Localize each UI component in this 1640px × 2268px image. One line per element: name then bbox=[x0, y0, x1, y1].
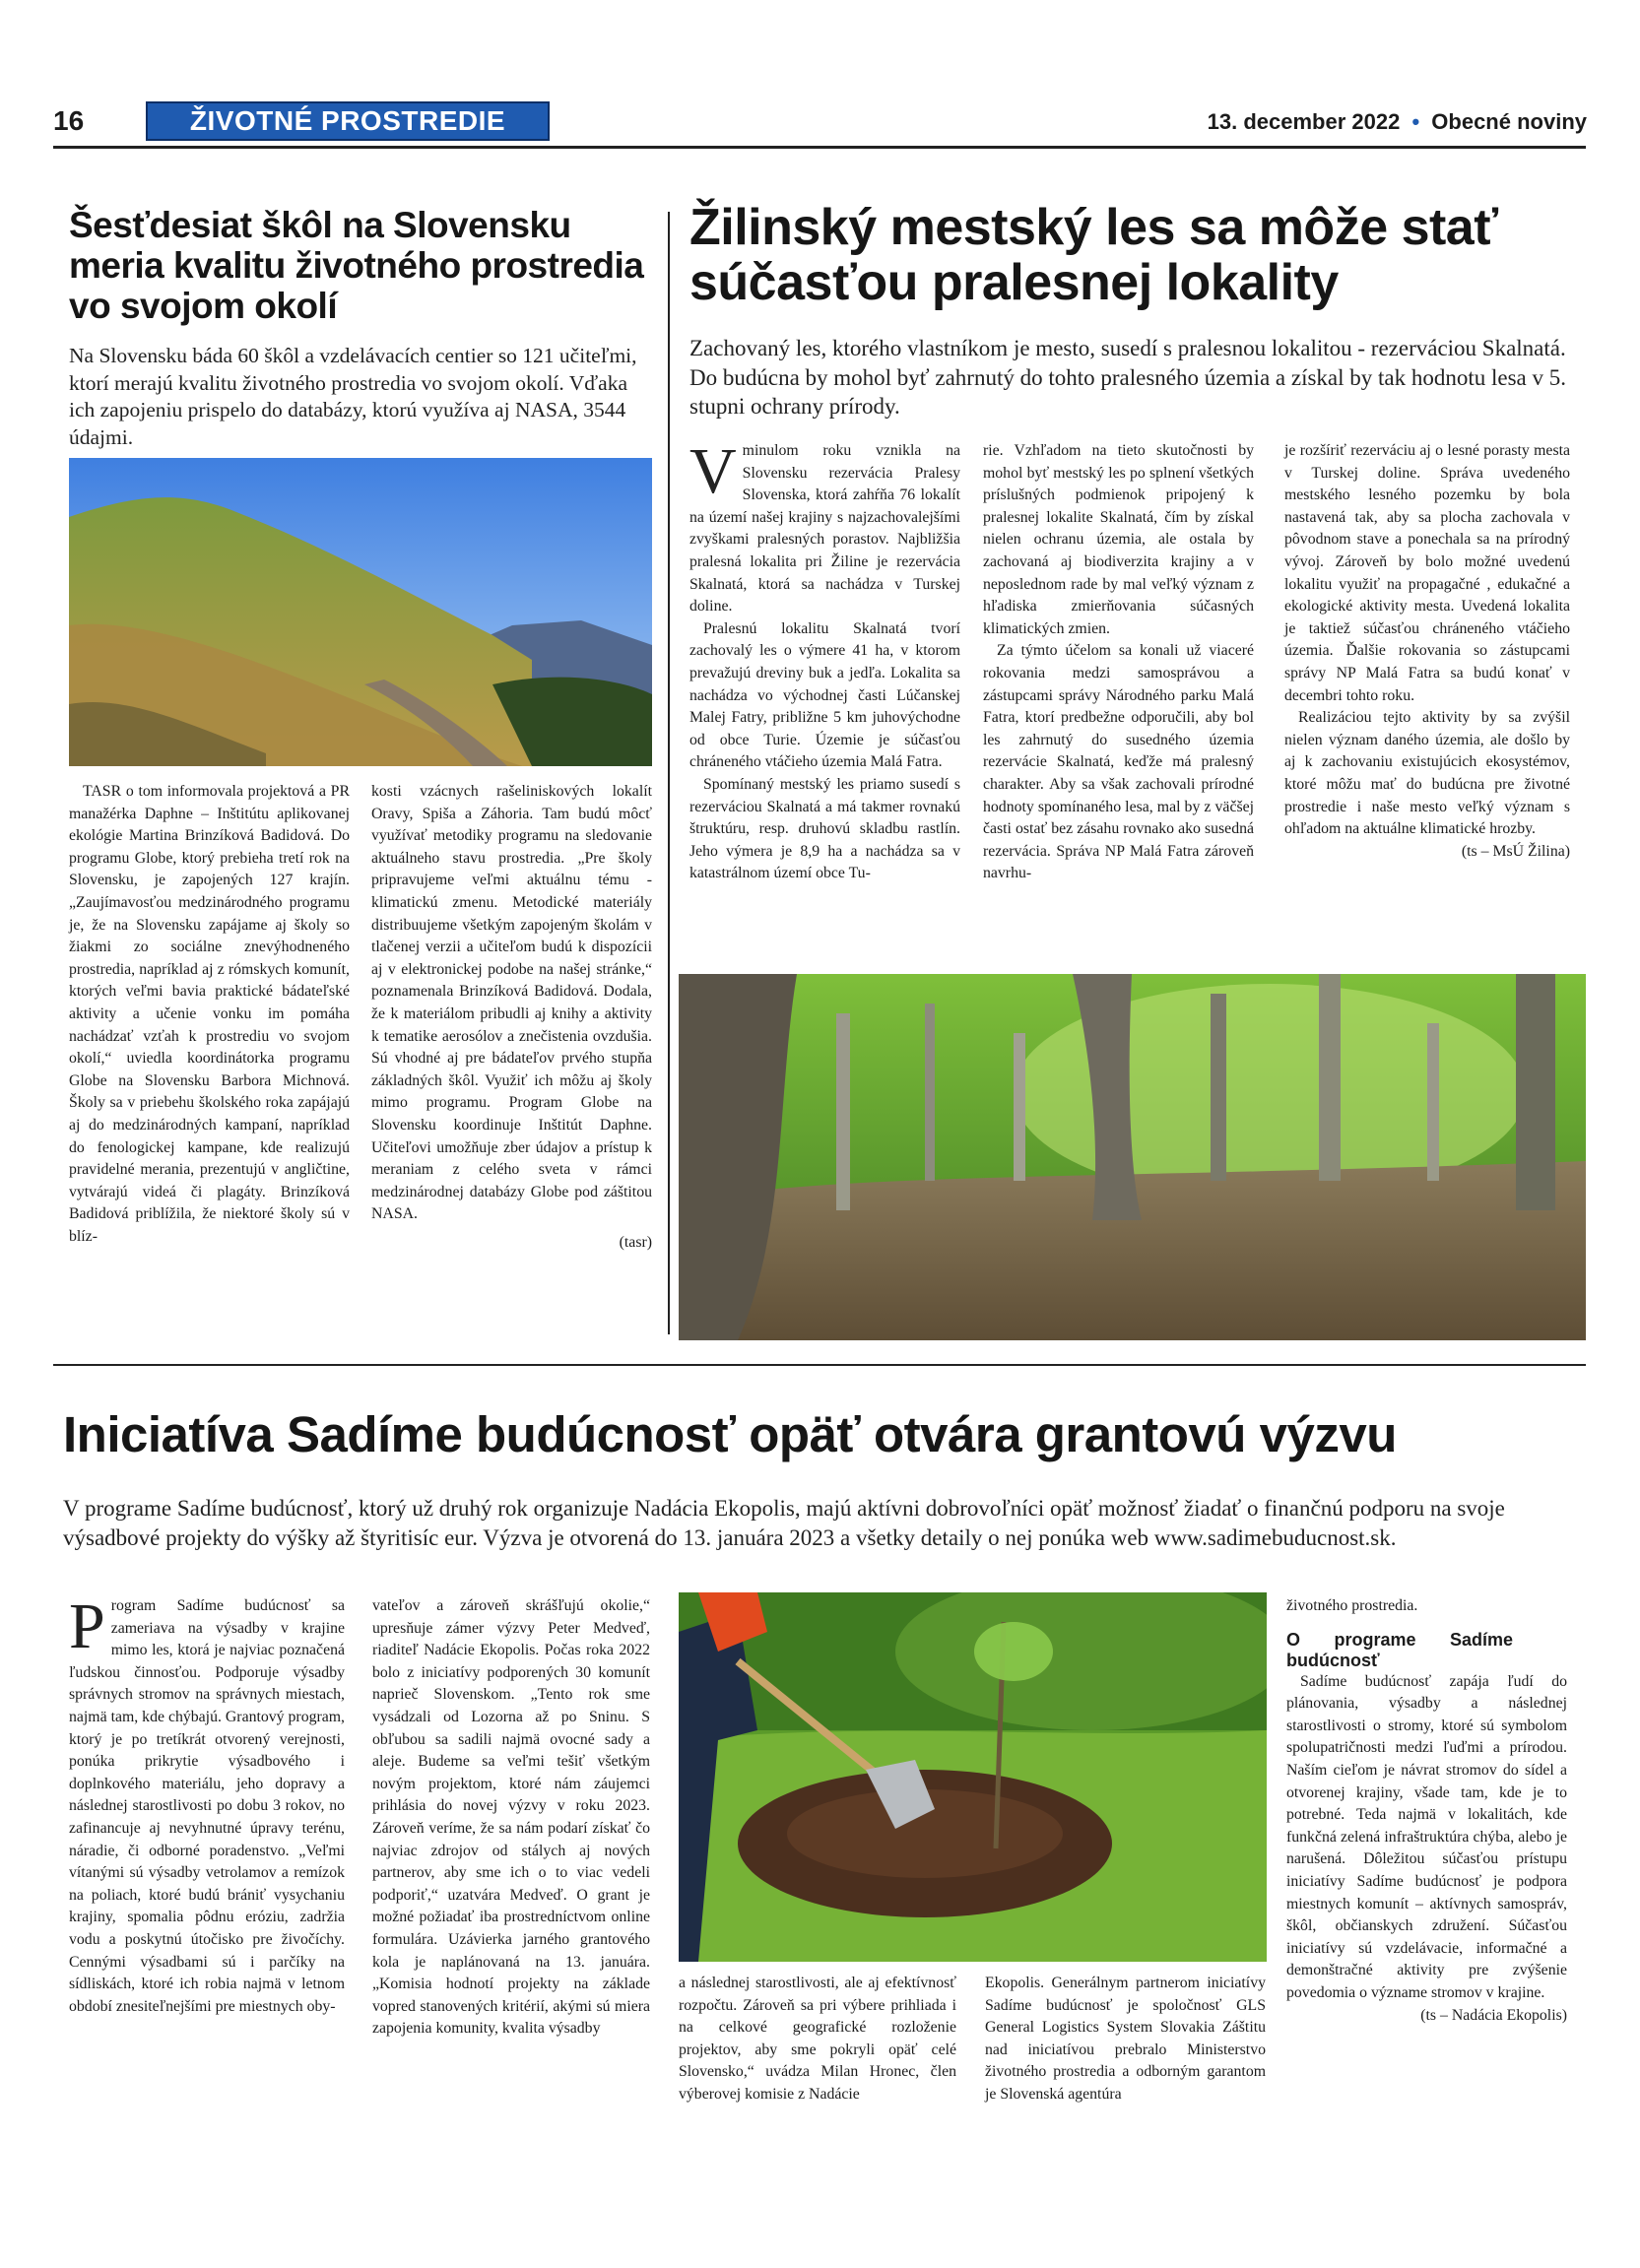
section-label: ŽIVOTNÉ PROSTREDIE bbox=[148, 103, 548, 139]
article3-col3-text: a následnej starostlivosti, ale aj efektívnosť rozpočtu. Zároveň sa pri výbere prihliada i na celkové geografické rozloženie projektov, aby sme pokryli opäť celé Slovensko,“ uvádza Milan Hronec, člen výberovej komisie z Nadácie bbox=[679, 1975, 956, 2103]
section-divider bbox=[53, 1364, 1586, 1366]
article1-lead: Na Slovensku báda 60 škôl a vzdelávacích centier so 121 učiteľmi, ktorí merajú kvalitu životného prostredia vo svojom okolí. Vďaka ich zapojeniu prispelo do databázy, ktorú využíva aj NASA, 3544 údajmi. bbox=[69, 344, 637, 449]
article2-col3 bbox=[1284, 440, 1570, 863]
article3-col5 bbox=[1286, 1595, 1567, 2027]
article3-col4 bbox=[985, 1973, 1266, 2106]
article2-signature: (ts – MsÚ Žilina) bbox=[1461, 842, 1570, 860]
article2-col1-p1: minulom roku vznikla na Slovensku rezervácia Pralesy Slovenska, ktorá zahŕňa 76 lokalít na území našej krajiny s najzachovalejšími zvyškami pralesných porastov. Najbližšia pralesná lokalita pri Žiline je rezervácia Skalnatá, ktorá sa nachádza v Turskej doline. bbox=[689, 442, 960, 616]
article2-col2-p1: rie. Vzhľadom na tieto skutočnosti by mohol byť mestský les po splnení všetkých príslušných podmienok pripojený k pralesnej lokalite Skalnatá, čím by získal nielen ochranu územia, ale ostala by zachovaná aj biodiverzita krajiny a v neposlednom rade by mal veľký význam z hľadiska zmierňovania súčasných klimatických zmien. bbox=[983, 442, 1254, 637]
article1-title: Šesťdesiat škôl na Slovensku meria kvalitu životného prostredia vo svojom okolí bbox=[69, 205, 644, 326]
article2-col2 bbox=[983, 440, 1254, 885]
article3-col5-top: životného prostredia. bbox=[1286, 1597, 1418, 1614]
article3-col3 bbox=[679, 1973, 956, 2106]
tree-planting-photo bbox=[679, 1592, 1267, 1962]
article1-col2-text: kosti vzácnych rašeliniskových lokalít Oravy, Spiša a Záhoria. Tam budú môcť využívať metodiky programu na sledovanie aktuálneho stavu prostredia. „Pre školy pripravujeme veľmi aktuálnu tému - klimatickú zmenu. Metodické materiály distribuujeme všetkým zapojeným školám v tlačenej verzii a učiteľom budú k dispozícii aj v elektronickej podobe na našej stránke,“ poznamenala Brinzíková Badidová. Dodala, že k materiálom pribudli aj knihy a aktivity k tematike aerosólov a znečistenia ovzdušia. Sú vhodné aj pre bádateľov prvého stupňa základných škôl. Využiť ich môžu aj školy mimo programu. Program Globe na Slovensku koordinuje Inštitút Daphne. Učiteľovi umožňuje zber údajov a prístup k meraniam z celého sveta v rámci medzinárodnej databázy Globe pod záštitou NASA. bbox=[371, 783, 652, 1223]
article3-col1-text: rogram Sadíme budúcnosť sa zameriava na výsadby v krajine mimo les, ktorá je najviac poznačená ľudskou činnosťou. Podporuje výsadby správnych stromov na správnych miestach, najmä tam, kde chýbajú. Grantový program, ktorý je po tretíkrát otvorený verejnosti, ponúka prikrytie výsadbového i doplnkového materiálu, jeho dopravy a následnej starostlivosti po dobu 3 rokov, no zafinancuje aj nevyhnutné úpravy terénu, náradie, či odborné poradenstvo. „Veľmi vítanými sú výsadby vetrolamov a remízok na poliach, ktoré budú brániť vysychaniu krajiny, spomalia pôdnu eróziu, zadržia vodu a poskytnú útočisko pre živočíchy. Cennými výsadbami sú i parčíky na sídliskách, ktoré ich robia najmä v letnom období znesiteľnejšími pre miestnych oby- bbox=[69, 1597, 345, 2015]
forest-photo bbox=[679, 974, 1586, 1340]
article3-lead: V programe Sadíme budúcnosť, ktorý už druhý rok organizuje Nadácia Ekopolis, majú aktívni dobrovoľníci opäť možnosť žiadať o finančnú podporu na svoje výsadbové projekty do výšky až štyritisíc eur. Výzva je otvorená do 13. januára 2023 a všetky detaily o nej ponúka web www.sadimebuducnost.sk. bbox=[63, 1496, 1505, 1550]
article3-col5-text: Sadíme budúcnosť zapája ľudí do plánovania, výsadby a následnej starostlivosti o stromy, ktoré sú symbolom spolupatričnosti medzi ľuďmi a prírodou. Naším cieľom je návrat stromov do sídel a otvorenej krajiny, všade tam, kde je to potrebné. Teda najmä v lokalitách, kde funkčná zelená infraštruktúra chýba, alebo je narušená. Dôležitou súčasťou prístupu iniciatívy Sadíme budúcnosť je podpora miestnych komunít – aktívnych samospráv, škôl, občianskych združení. Súčasťou iniciatívy sú vzdelávacie, informačné a demonštračné aktivity pre zvýšenie povedomia o význame stromov v krajine. bbox=[1286, 1672, 1567, 2001]
separator-dot: • bbox=[1411, 109, 1420, 134]
article3-dropcap: P bbox=[69, 1590, 105, 1662]
article3-title: Iniciatíva Sadíme budúcnosť opäť otvára grantovú výzvu bbox=[63, 1406, 1397, 1462]
article1-col1 bbox=[69, 781, 350, 1248]
article3-col4-text: Ekopolis. Generálnym partnerom iniciatívy Sadíme budúcnosť je spoločnosť GLS General Logistics System Slovakia Záštitu nad iniciatívou prebralo Ministerstvo životného prostredia a odborným garantom je Slovenská agentúra bbox=[985, 1975, 1266, 2103]
article3-signature: (ts – Nadácia Ekopolis) bbox=[1420, 2006, 1567, 2024]
article1-col2 bbox=[371, 781, 652, 1254]
article2-dropcap: V bbox=[689, 435, 737, 507]
column-separator bbox=[668, 212, 670, 1334]
article2-col1-p2: Pralesnú lokalitu Skalnatá tvorí zachovalý les o výmere 41 ha, v ktorom prevažujú dreviny buk a jedľa. Lokalita sa nachádza vo východnej časti Lúčanskej Malej Fatry, približne 5 km juhovýchodne od obce Turie. Územie je súčasťou chráneného vtáčieho územia Malá Fatra. bbox=[689, 619, 960, 771]
page-number: 16 bbox=[53, 105, 85, 136]
article2-col1-p3: Spomínaný mestský les priamo susedí s rezerváciou Skalnatá a má takmer rovnakú štruktúru, resp. druhovú skladbu rastlín. Jeho výmera je 8,9 ha a nachádza sa v katastrálnom území obce Tu- bbox=[689, 775, 960, 882]
article2-lead: Zachovaný les, ktorého vlastníkom je mesto, susedí s pralesnou lokalitou - rezerváciou Skalnatá. Do budúcna by mohol byť zahrnutý do tohto pralesného územia a získal by tak hodnotu lesa v 5. stupni ochrany prírody. bbox=[689, 336, 1567, 419]
issue-date: 13. december 2022 bbox=[1207, 109, 1401, 134]
header-rule bbox=[53, 146, 1586, 149]
article3-col1 bbox=[69, 1590, 345, 2018]
article1-signature: (tasr) bbox=[619, 1233, 652, 1251]
paper-name: Obecné noviny bbox=[1431, 109, 1587, 134]
article2-title: Žilinský mestský les sa môže stať súčasťou pralesnej lokality bbox=[689, 199, 1498, 311]
article2-col1 bbox=[689, 435, 960, 885]
masthead-right bbox=[1208, 109, 1587, 135]
mountain-photo bbox=[69, 458, 652, 766]
article2-col2-p2: Za týmto účelom sa konali už viaceré rokovania medzi samosprávou a zástupcami správy Národného parku Malá Fatra, ktorí predbežne odporučili, aby bol les zahrnutý do susedného územia rezervácie Skalnatá, keďže má pralesný charakter. Aby sa však zachovali prírodné hodnoty spomínaného lesa, mal by z väčšej časti ostať bez zásahu rovnako ako susedná rezervácia. Správa NP Malá Fatra zároveň navrhu- bbox=[983, 642, 1254, 882]
article3-subheading: O programe Sadíme budúcnosť bbox=[1286, 1629, 1513, 1670]
article2-col3-p1: je rozšíriť rezerváciu aj o lesné porasty mesta v Turskej doline. Správa uvedeného mestského lesného pozemku by bola nastavená tak, aby sa plocha zachovala v pôvodnom stave a ponechala sa na prírodný vývoj. Zároveň by bolo možné uvedenú lokalitu využiť na propagačné , edukačné a ekologické aktivity mesta. Uvedená lokalita je taktiež súčasťou chráneného vtáčieho územia. Ďalšie rokovania so zástupcami správy NP Malá Fatra sa budú konať v decembri tohto roku. bbox=[1284, 442, 1570, 704]
article3-col2-text: vateľov a zároveň skrášľujú okolie,“ upresňuje zámer výzvy Peter Medveď, riaditeľ Nadácie Ekopolis. Počas roka 2022 bolo z iniciatívy podporených 30 komunít naprieč Slovenskom. „Tento rok sme vysádzali od Lozorna až po Sninu. S obľubou sa sadili najmä ovocné sady a aleje. Budeme sa veľmi tešiť všetkým novým projektom, ktoré nám záujemci prihlásia do novej výzvy v roku 2023. Zároveň veríme, že sa nám podarí získať čo najviac zdrojov od stálych aj nových partnerov, aby sme ich o to viac vedeli podporiť,“ uzatvára Medveď. O grant je možné požiadať iba prostredníctvom onlinе formulára. Uzávierka jarného grantového kola je naplánovaná na 13. januára. „Komisia hodnotí projekty na základe vopred stanovených kritérií, akými sú miera zapojenia komunity, kvalita výsadby bbox=[372, 1597, 650, 2038]
article2-col3-p2: Realizáciou tejto aktivity by sa zvýšil nielen význam daného územia, ale došlo by aj k zachovaniu existujúcich ekosystémov, ktoré môžu mať do budúcna pre životné prostredie i naše mesto veľký význam s ohľadom na aktuálne klimatické hrozby. bbox=[1284, 709, 1570, 838]
article1-col1-text: TASR o tom informovala projektová a PR manažérka Daphne – Inštitútu aplikovanej ekológie Martina Brinzíková Badidová. Do programu Globe, ktorý prebieha tretí rok na Slovensku, je zapojených 127 krajín. „Zaujímavosťou medzinárodného programu je, že na Slovensku zapájame aj školy so žiakmi zo sociálne znevýhodneného prostredia, napríklad aj z rómskych komunít, ktorých veľmi bavia praktické bádateľské aktivity a učenie vonku im pomáha nachádzať vzťah k prostrediu vo svojom okolí,“ uviedla koordinátorka programu Globe na Slovensku Barbora Michnová. Školy sa v priebehu školského roka zapájajú aj do medzinárodných kampaní, napríklad do fenologickej kampane, kde realizujú pravidelné merania, prezentujú v angličtine, vytvárajú videá či plagáty. Brinzíková Badidová priblížila, že niektoré školy sú v blíz- bbox=[69, 783, 350, 1245]
article3-col2 bbox=[372, 1595, 650, 2041]
